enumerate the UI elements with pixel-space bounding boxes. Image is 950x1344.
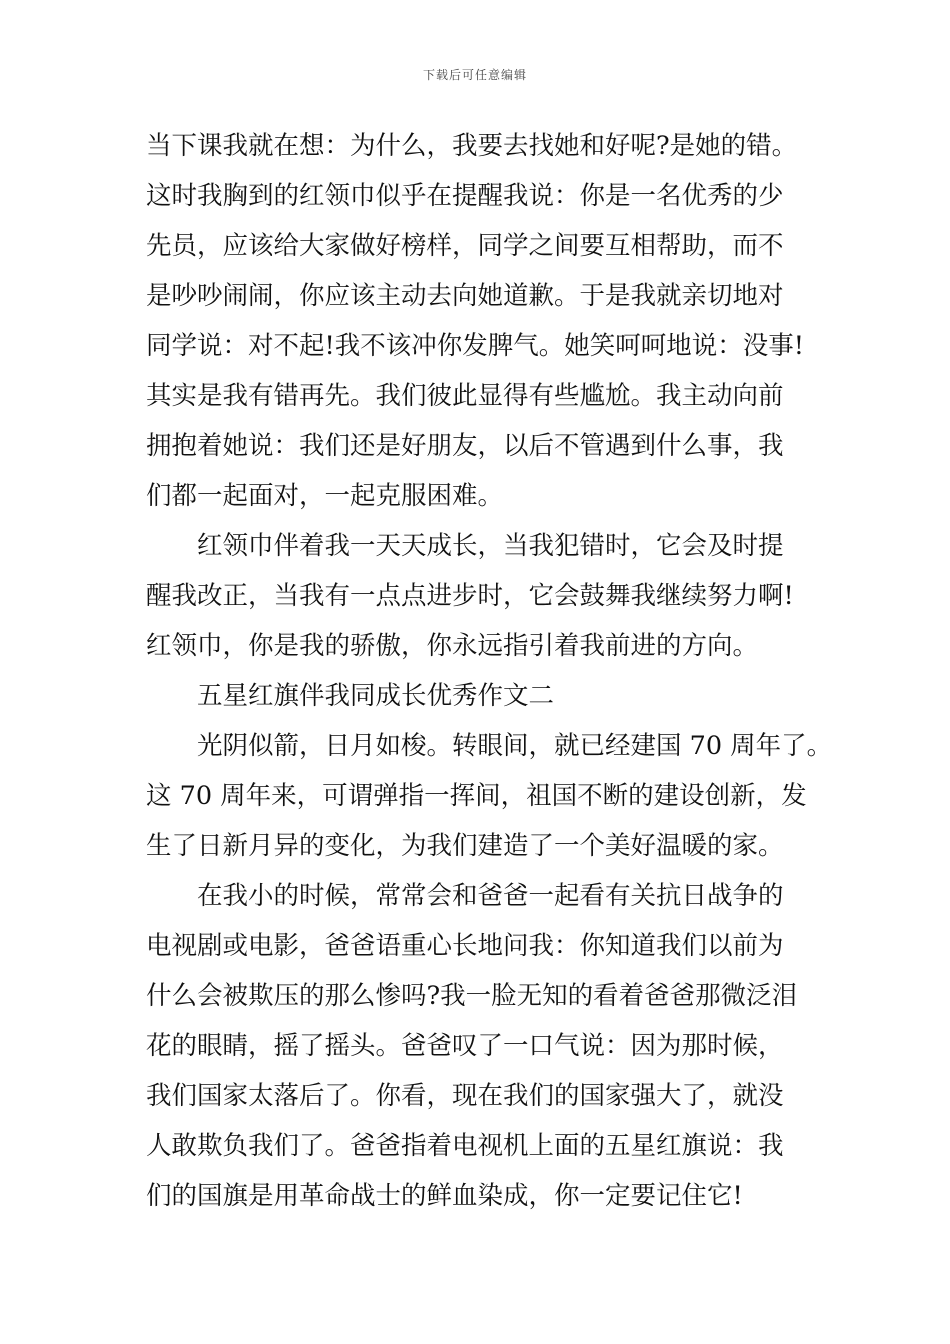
text-line: 们的国旗是用革命战士的鲜血染成，你一定要记住它! [146, 1181, 743, 1211]
section-heading: 五星红旗伴我同成长优秀作文二 [197, 681, 555, 711]
text-line: 我们国家太落后了。你看，现在我们的国家强大了，就没 [146, 1081, 784, 1111]
text-line: 电视剧或电影，爸爸语重心长地问我：你知道我们以前为 [146, 931, 784, 961]
text-line: 红领巾伴着我一天天成长，当我犯错时，它会及时提 [197, 531, 784, 561]
document-body [146, 121, 833, 1221]
text-line: 其实是我有错再先。我们彼此显得有些尴尬。我主动向前 [146, 381, 784, 411]
text-line: 当下课我就在想：为什么，我要去找她和好呢?是她的错。 [146, 131, 798, 161]
text-line: 先员，应该给大家做好榜样，同学之间要互相帮助，而不 [146, 231, 784, 261]
text-line: 是吵吵闹闹，你应该主动去向她道歉。于是我就亲切地对 [146, 281, 784, 311]
text-line: 这 70 周年来，可谓弹指一挥间，祖国不断的建设创新，发 [146, 781, 807, 811]
text-line: 什么会被欺压的那么惨吗?我一脸无知的看着爸爸那微泛泪 [146, 981, 798, 1011]
text-line: 们都一起面对，一起克服困难。 [146, 481, 504, 511]
text-line: 花的眼睛，摇了摇头。爸爸叹了一口气说：因为那时候， [146, 1031, 784, 1061]
text-line: 人敢欺负我们了。爸爸指着电视机上面的五星红旗说：我 [146, 1131, 784, 1161]
text-line: 醒我改正，当我有一点点进步时，它会鼓舞我继续努力啊! [146, 581, 794, 611]
text-line: 拥抱着她说：我们还是好朋友，以后不管遇到什么事，我 [146, 431, 784, 461]
text-line: 这时我胸到的红领巾似乎在提醒我说：你是一名优秀的少 [146, 181, 784, 211]
text-line: 光阴似箭，日月如梭。转眼间，就已经建国 70 周年了。 [197, 731, 833, 761]
text-line: 红领巾，你是我的骄傲，你永远指引着我前进的方向。 [146, 631, 759, 661]
page-header: 下载后可任意编辑 [422, 68, 527, 82]
text-line: 同学说：对不起!我不该冲你发脾气。她笑呵呵地说：没事! [146, 331, 804, 361]
text-line: 在我小的时候，常常会和爸爸一起看有关抗日战争的 [197, 881, 784, 911]
text-line: 生了日新月异的变化，为我们建造了一个美好温暖的家。 [146, 831, 784, 861]
